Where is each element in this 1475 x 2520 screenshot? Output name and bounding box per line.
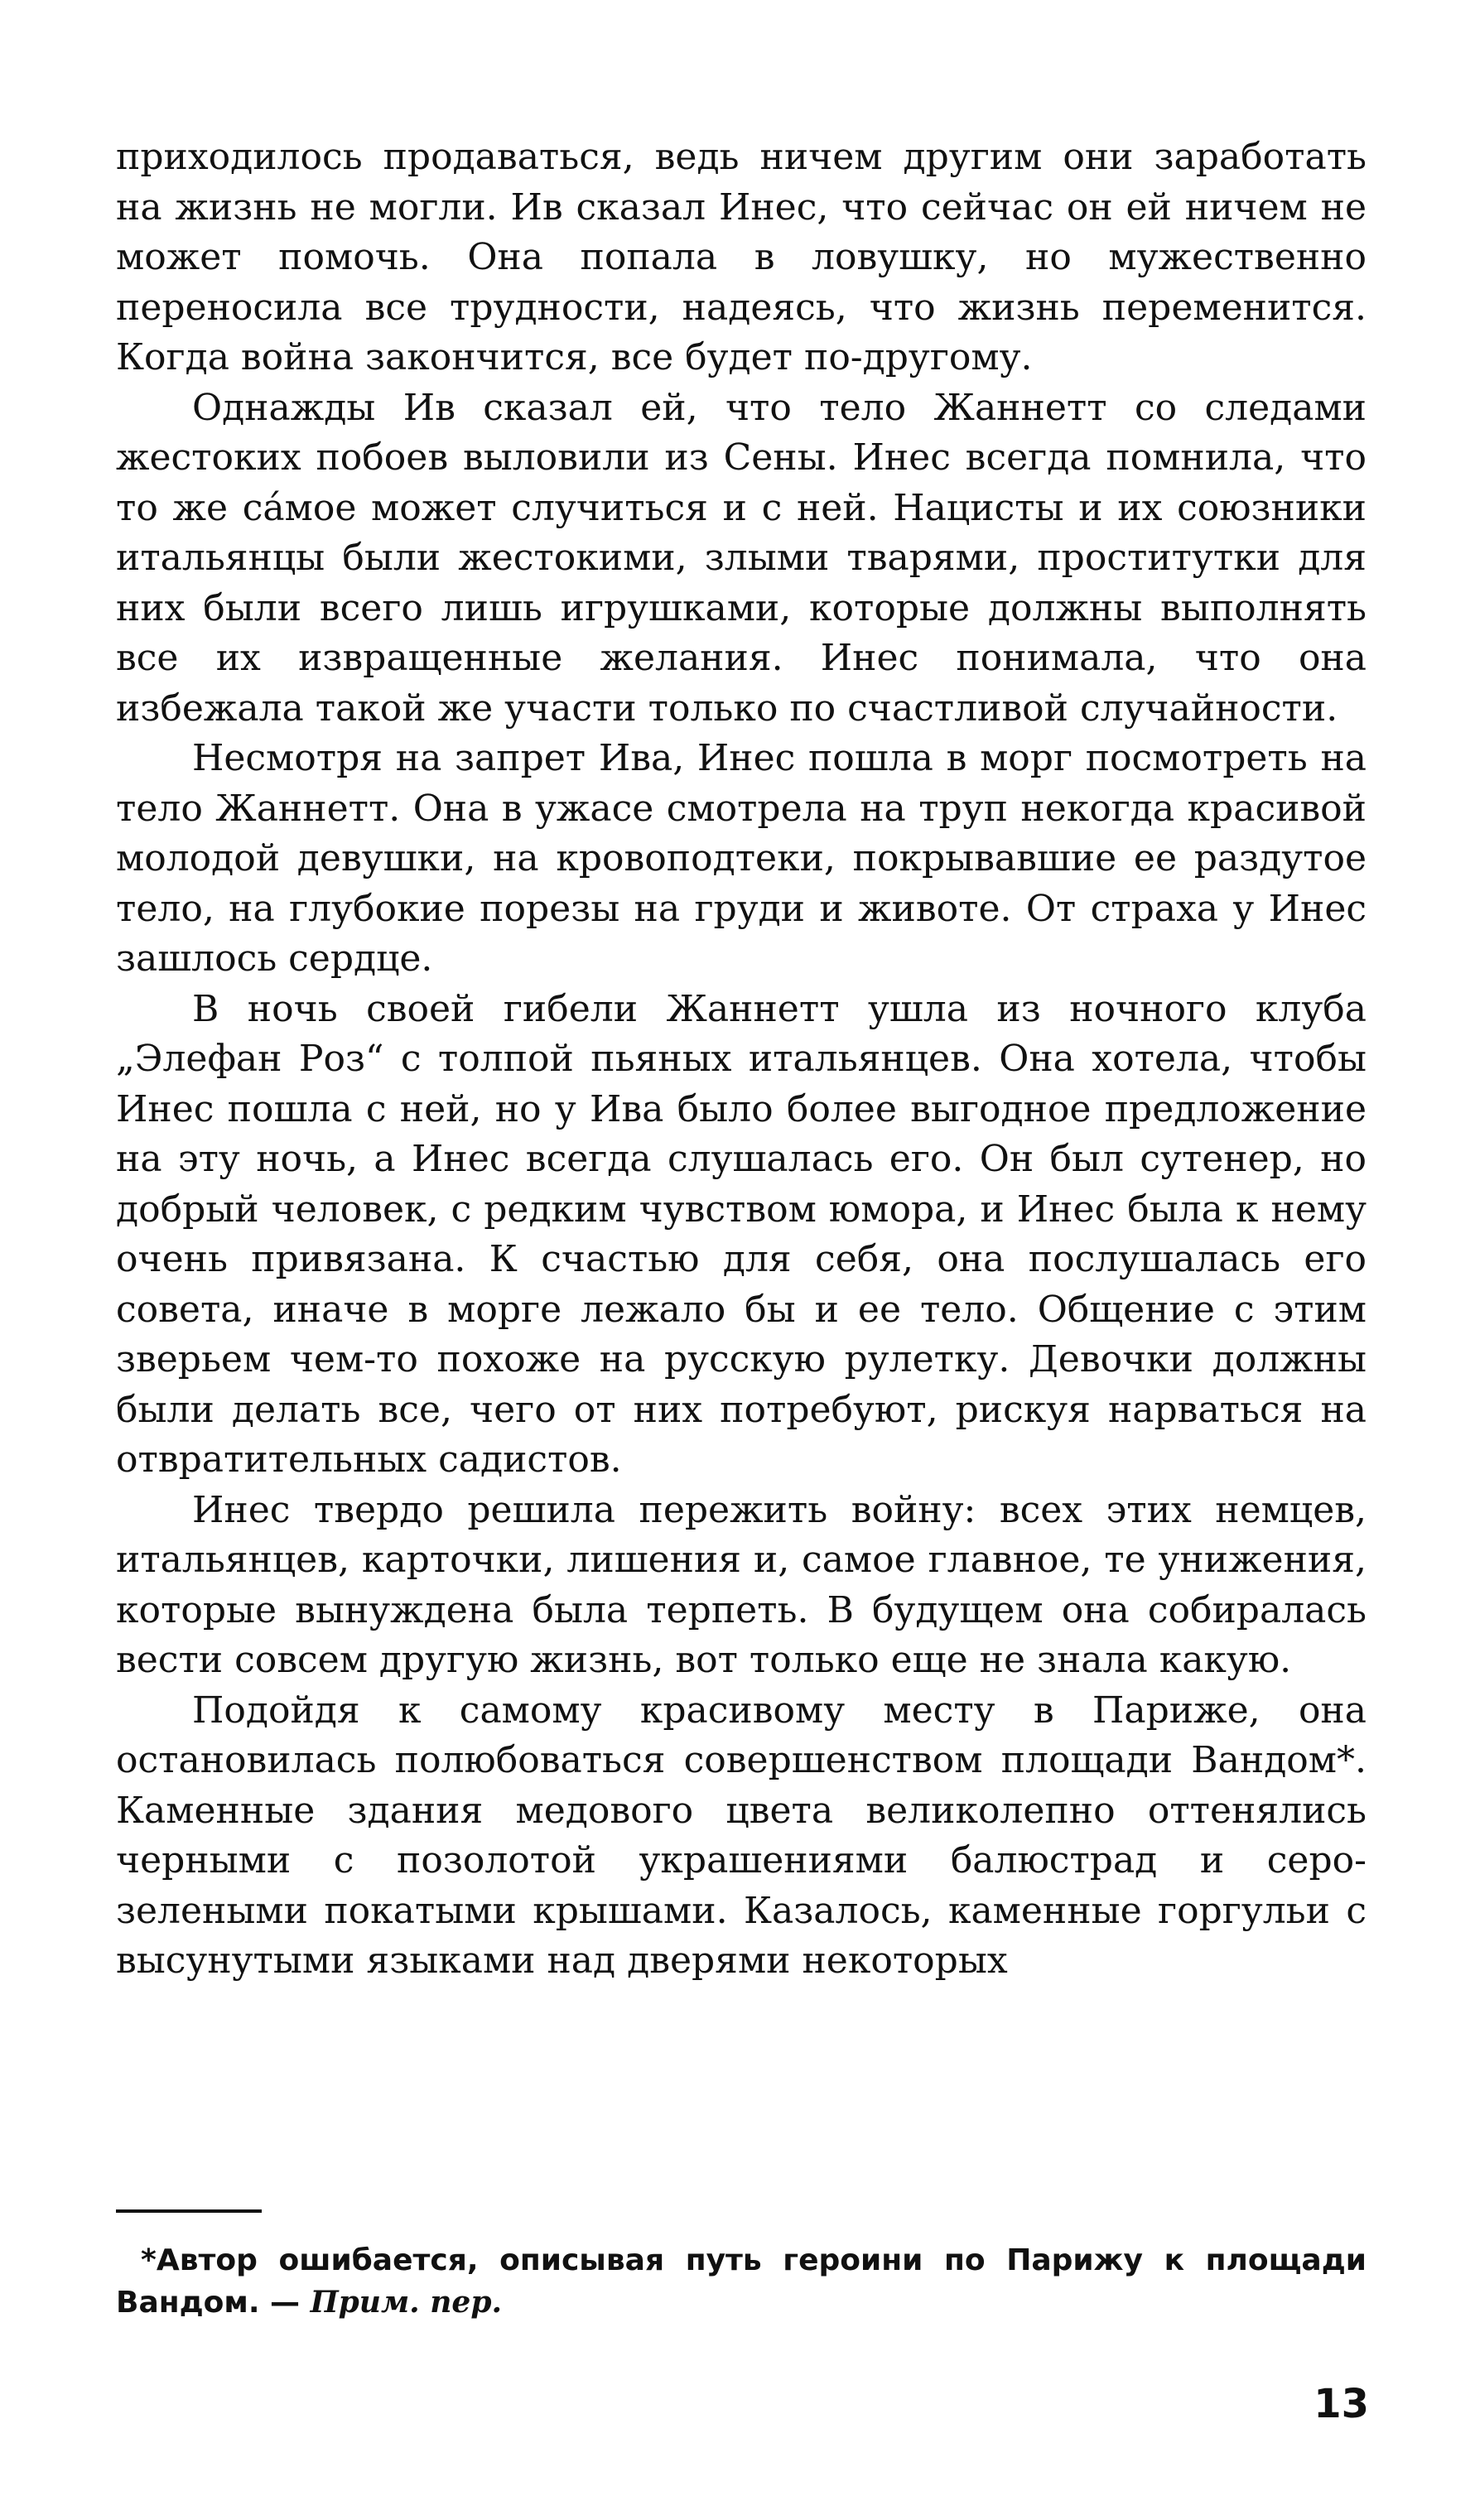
footnote-text: *Автор ошибается, описывая путь героини по Парижу к площади Вандом. — <box>116 2243 1367 2320</box>
page-number: 13 <box>1314 2381 1369 2427</box>
paragraph-6: Подойдя к самому красивому месту в Париже, она остановилась полюбоваться совершенством площади Вандом*. Каменные здания медового цвета великолепно оттенялись черными с позолотой украшениями балюстрад и серо-зелеными покатыми крышами. Казалось, каменные горгульи с высунутыми языками над дверями некоторых <box>116 1689 1367 1982</box>
paragraph-5: Инес твердо решила пережить войну: всех этих немцев, итальянцев, карточки, лишения и, самое главное, те унижения, которые вынуждена была терпеть. В будущем она собиралась вести совсем другую жизнь, вот только еще не знала какую. <box>116 1488 1367 1681</box>
footnote-divider <box>116 2209 262 2213</box>
paragraph-2: Однажды Ив сказал ей, что тело Жаннетт со следами жестоких побоев выловили из Сены. Инес всегда помнила, что то же сáмое может случиться и с ней. Нацисты и их союзники итальянцы были жестокими, злыми тварями, проститутки для них были всего лишь игрушками, которые должны выполнять все их извращенные желания. Инес понимала, что она избежала такой же участи только по счастливой случайности. <box>116 386 1367 730</box>
translator-note-label: Прим. пер. <box>310 2285 503 2320</box>
body-text <box>116 133 1367 1987</box>
paragraph-4: В ночь своей гибели Жаннетт ушла из ночного клуба „Элефан Роз“ с толпой пьяных итальянцев. Она хотела, чтобы Инес пошла с ней, но у Ива было более выгодное предложение на эту ночь, а Инес всегда слушалась его. Он был сутенер, но добрый человек, с редким чувством юмора, и Инес была к нему очень привязана. К счастью для себя, она послушалась его совета, иначе в морге лежало бы и ее тело. Общение с этим зверьем чем-то похоже на русскую рулетку. Девочки должны были делать все, чего от них потребуют, рискуя нарваться на отвратительных садистов. <box>116 987 1367 1481</box>
footnote <box>116 2240 1367 2324</box>
paragraph-1: приходилось продаваться, ведь ничем другим они заработать на жизнь не могли. Ив сказал Инес, что сейчас он ей ничем не может помочь. Она попала в ловушку, но мужественно переносила все трудности, надеясь, что жизнь переменится. Когда война закончится, все будет по-другому. <box>116 136 1367 378</box>
paragraph-3: Несмотря на запрет Ива, Инес пошла в морг посмотреть на тело Жаннетт. Она в ужасе смотрела на труп некогда красивой молодой девушки, на кровоподтеки, покрывавшие ее раздутое тело, на глубокие порезы на груди и животе. От страха у Инес зашлось сердце. <box>116 737 1367 980</box>
